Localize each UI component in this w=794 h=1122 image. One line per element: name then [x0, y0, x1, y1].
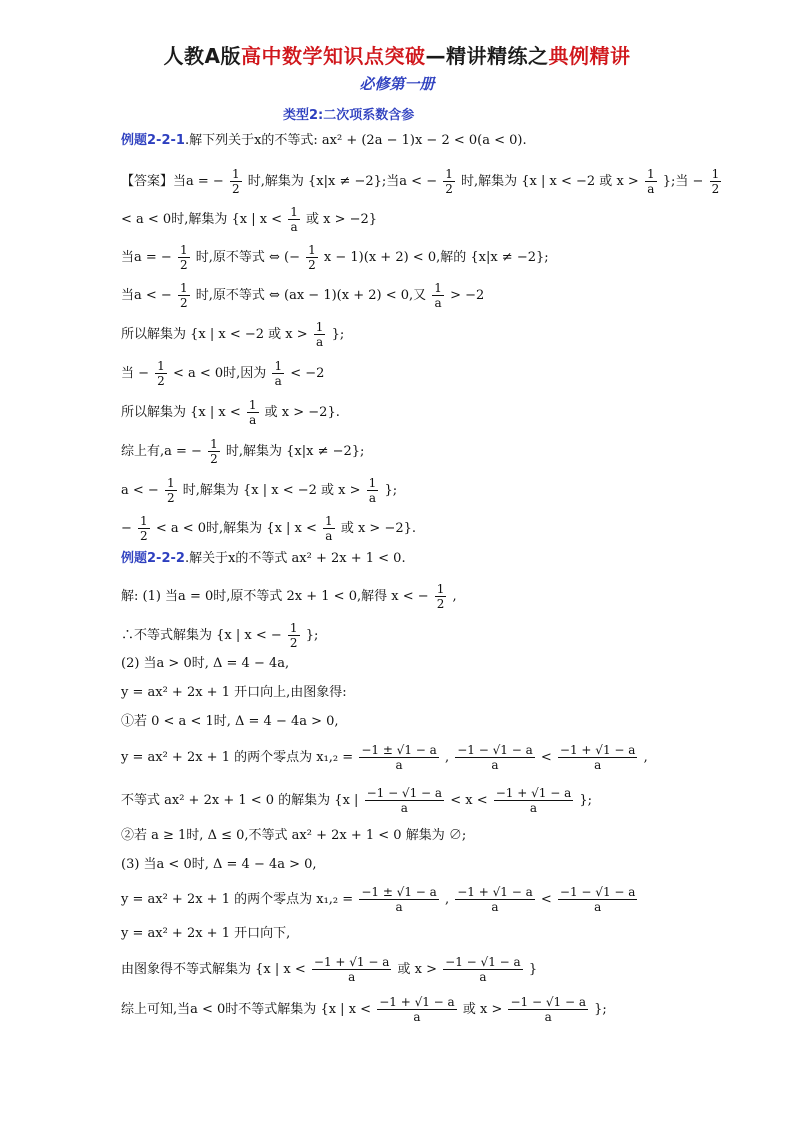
section-title: 类型2:二次项系数含参 — [283, 108, 415, 123]
summary-line-3 — [121, 514, 416, 543]
fraction: $\frac{-1 + √1 - a}{a}$ — [457, 885, 533, 914]
solution-line-7 — [121, 398, 340, 427]
fraction: $\frac{1}{a}$ — [434, 281, 442, 310]
solution-line-6 — [121, 359, 324, 388]
text-seg: < x < — [450, 793, 488, 808]
fraction: $\frac{-1 + √1 - a}{a}$ — [313, 955, 390, 984]
ex2-line-5: ①若 0 < a < 1时, Δ = 4 − 4a > 0, — [121, 714, 339, 729]
fraction: $\frac{1}{2}$ — [179, 281, 188, 310]
fraction: $\frac{-1 - √1 - a}{a}$ — [457, 743, 533, 772]
text-seg: 不等式 ax² + 2x + 1 < 0 的解集为 {x | — [121, 793, 359, 808]
text-seg: 所以解集为 {x | x < — [121, 405, 241, 420]
text-seg: ∴不等式解集为 {x | x < − — [121, 628, 282, 643]
summary-line-1 — [121, 437, 364, 466]
text-seg: 综上可知,当a < 0时不等式解集为 {x | x < — [121, 1002, 372, 1017]
ex2-line-3: (2) 当a > 0时, Δ = 4 − 4a, — [121, 656, 290, 671]
fraction: $\frac{-1 + √1 - a}{a}$ — [495, 786, 572, 815]
solution-line-3 — [121, 243, 549, 272]
fraction: $\frac{1}{a}$ — [290, 205, 298, 234]
example1-line — [121, 131, 527, 151]
ex2-line-12 — [121, 955, 537, 984]
example2-label: 例题2-2-2 — [121, 551, 185, 566]
text-seg: 时,解集为 {x|x ≠ −2}; — [225, 444, 365, 459]
fraction: $\frac{1}{2}$ — [289, 621, 298, 650]
fraction: $\frac{1}{a}$ — [248, 398, 257, 427]
fraction: $\frac{-1 - √1 - a}{a}$ — [366, 786, 443, 815]
text-seg: 当a < − — [121, 288, 172, 303]
text-seg: 时,原不等式 ⇔ (− — [195, 250, 300, 265]
text-seg: y = ax² + 2x + 1 的两个零点为 x₁,₂ = — [121, 750, 354, 765]
ex2-line-7 — [121, 786, 592, 815]
fraction: $\frac{-1 + √1 - a}{a}$ — [559, 743, 636, 772]
ex2-line-1 — [121, 582, 457, 611]
text-seg: 当a = − — [121, 250, 172, 265]
text-seg: 或 x > −2}. — [340, 521, 417, 536]
text-seg: }; — [305, 628, 319, 643]
text-seg: , — [643, 750, 648, 765]
fraction: $\frac{1}{2}$ — [711, 167, 720, 196]
text-seg: a < − — [121, 483, 159, 498]
text-seg: 综上有,a = − — [121, 444, 202, 459]
ex2-line-10 — [121, 885, 639, 914]
fraction: $\frac{1}{2}$ — [140, 514, 148, 543]
fraction: $\frac{1}{a}$ — [274, 359, 283, 388]
text-seg: − — [121, 521, 132, 536]
text-seg: } — [528, 962, 538, 977]
text-seg: 或 x > −2}. — [264, 405, 340, 420]
text-seg: 时,解集为 {x | x < −2 或 x > — [461, 174, 639, 189]
fraction: $\frac{1}{2}$ — [445, 167, 453, 196]
page-subtitle: 必修第一册 — [359, 75, 435, 93]
fraction: $\frac{1}{2}$ — [179, 243, 188, 272]
answer-line-1 — [121, 167, 723, 196]
text-seg: 【答案】当a = − — [121, 174, 224, 189]
ex2-line-13 — [121, 995, 607, 1024]
example1-text: .解下列关于x的不等式: ax² + (2a − 1)x − 2 < 0(a < 0). — [184, 133, 527, 148]
text-seg: 或 x > — [462, 1002, 503, 1017]
fraction: $\frac{-1 + √1 - a}{a}$ — [379, 995, 455, 1024]
ex2-line-2 — [121, 621, 318, 650]
example1-label: 例题2-2-1 — [121, 133, 185, 148]
summary-line-2 — [121, 476, 397, 505]
fraction: $\frac{-1 - √1 - a}{a}$ — [445, 955, 521, 984]
text-seg: 时,解集为 {x|x ≠ −2};当a < − — [247, 174, 438, 189]
text-seg: , — [452, 589, 457, 604]
fraction: $\frac{1}{a}$ — [646, 167, 655, 196]
text-seg: 当 − — [121, 366, 150, 381]
text-seg: }; — [384, 483, 398, 498]
fraction: $\frac{1}{2}$ — [210, 437, 218, 466]
text-seg: 由图象得不等式解集为 {x | x < — [121, 962, 306, 977]
text-seg: }; — [331, 327, 345, 342]
text-seg: 解: (1) 当a = 0时,原不等式 2x + 1 < 0,解得 x < − — [121, 589, 429, 604]
ex2-line-8: ②若 a ≥ 1时, Δ ≤ 0,不等式 ax² + 2x + 1 < 0 解集为 ∅; — [121, 828, 467, 843]
title-part3: —精讲精练之 — [425, 44, 549, 68]
fraction: $\frac{1}{2}$ — [231, 167, 240, 196]
text-seg: 时,解集为 {x | x < −2 或 x > — [182, 483, 361, 498]
text-seg: < — [540, 892, 552, 907]
ex2-line-9: (3) 当a < 0时, Δ = 4 − 4a > 0, — [121, 857, 317, 872]
example2-line — [121, 549, 406, 569]
page-title — [0, 40, 794, 69]
example2-text: .解关于x的不等式 ax² + 2x + 1 < 0. — [184, 551, 406, 566]
fraction: $\frac{1}{2}$ — [436, 582, 445, 611]
fraction: $\frac{1}{2}$ — [166, 476, 175, 505]
title-part1: 人教A版 — [163, 44, 241, 68]
title-part2: 高中数学知识点突破 — [240, 44, 426, 68]
fraction: $\frac{-1 - √1 - a}{a}$ — [559, 885, 636, 914]
fraction: $\frac{-1 - √1 - a}{a}$ — [510, 995, 586, 1024]
ex2-line-4: y = ax² + 2x + 1 开口向上,由图象得: — [121, 685, 347, 700]
text-seg: > −2 — [450, 288, 485, 303]
text-seg: 或 x > — [397, 962, 438, 977]
fraction: $\frac{1}{a}$ — [315, 320, 324, 349]
text-seg: 或 x > −2} — [306, 212, 378, 227]
text-seg: }; — [594, 1002, 607, 1017]
text-seg: };当 − — [662, 174, 704, 189]
ex2-line-6 — [121, 743, 648, 772]
text-seg: < — [540, 750, 552, 765]
text-seg: x − 1)(x + 2) < 0,解的 {x|x ≠ −2}; — [323, 250, 549, 265]
fraction: $\frac{-1 \pm √1 - a}{a}$ — [361, 743, 437, 772]
fraction: $\frac{1}{a}$ — [325, 514, 333, 543]
ex2-line-11: y = ax² + 2x + 1 开口向下, — [121, 926, 291, 941]
fraction: $\frac{1}{2}$ — [157, 359, 165, 388]
text-seg: , — [444, 892, 450, 907]
title-part4: 典例精讲 — [548, 44, 631, 68]
solution-line-5 — [121, 320, 344, 349]
answer-line-2 — [121, 205, 377, 234]
text-seg: y = ax² + 2x + 1 的两个零点为 x₁,₂ = — [121, 892, 354, 907]
text-seg: < a < 0时,解集为 {x | x < — [121, 212, 283, 227]
text-seg: < a < 0时,因为 — [172, 366, 267, 381]
fraction: $\frac{1}{a}$ — [368, 476, 377, 505]
text-seg: 所以解集为 {x | x < −2 或 x > — [121, 327, 308, 342]
text-seg: 时,原不等式 ⇔ (ax − 1)(x + 2) < 0,又 — [195, 288, 427, 303]
text-seg: }; — [579, 793, 593, 808]
fraction: $\frac{-1 \pm √1 - a}{a}$ — [361, 885, 437, 914]
fraction: $\frac{1}{2}$ — [308, 243, 316, 272]
text-seg: < a < 0时,解集为 {x | x < — [155, 521, 317, 536]
text-seg: < −2 — [290, 366, 325, 381]
text-seg: , — [444, 750, 450, 765]
solution-line-4 — [121, 281, 484, 310]
